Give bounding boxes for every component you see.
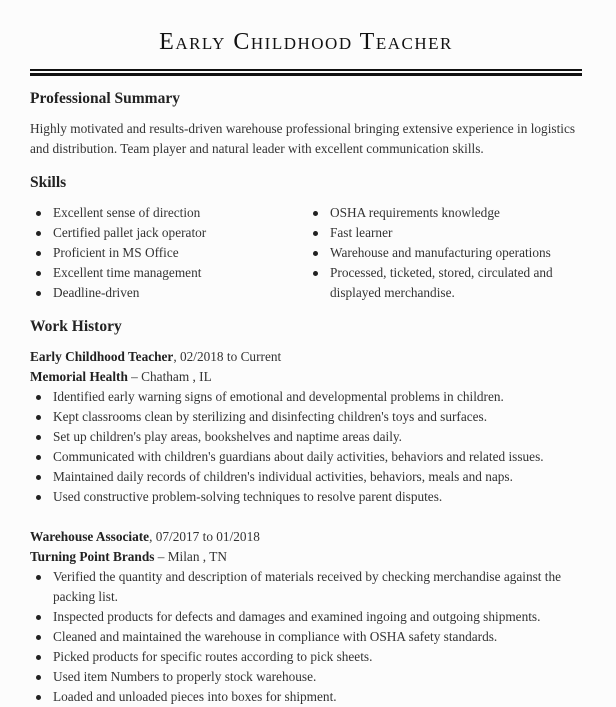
bullet-icon (36, 211, 41, 216)
skill-item: Warehouse and manufacturing operations (307, 243, 582, 263)
bullet-icon (36, 655, 41, 660)
job-dates: , 02/2018 to Current (173, 349, 282, 364)
bullet-icon (36, 271, 41, 276)
job-bullet: Used constructive problem-solving techniques to resolve parent disputes. (30, 487, 582, 507)
job-bullet: Identified early warning signs of emotional and developmental problems in children. (30, 387, 582, 407)
job-company: Turning Point Brands (30, 549, 155, 564)
job-bullets (30, 387, 582, 507)
skills-list-right (307, 203, 582, 303)
summary-heading: Professional Summary (30, 90, 180, 107)
job-bullet: Maintained daily records of children's individual activities, behaviors, meals and naps. (30, 467, 582, 487)
bullet-icon (36, 415, 41, 420)
summary-text: Highly motivated and results-driven warehouse professional bringing extensive experience in logistics and distribution. Team player and natural leader with excellent communication skills. (30, 121, 576, 156)
bullet-icon (36, 435, 41, 440)
bullet-icon (36, 495, 41, 500)
bullet-icon (36, 615, 41, 620)
bullet-icon (313, 271, 318, 276)
bullet-icon (36, 695, 41, 700)
job-company: Memorial Health (30, 369, 128, 384)
bullet-icon (36, 475, 41, 480)
bullet-icon (313, 251, 318, 256)
bullet-icon (36, 291, 41, 296)
job-bullet: Loaded and unloaded pieces into boxes for shipment. (30, 687, 582, 707)
bullet-icon (36, 231, 41, 236)
job-company-line (30, 367, 212, 387)
skills-heading: Skills (30, 174, 67, 191)
resume-title: Early Childhood Teacher (159, 29, 453, 55)
bullet-icon (36, 575, 41, 580)
job-company-line (30, 547, 227, 567)
work-history-heading: Work History (30, 318, 122, 335)
title-rule-thin (30, 69, 582, 71)
job-title: Early Childhood Teacher (30, 349, 174, 364)
job-bullet: Used item Numbers to properly stock warehouse. (30, 667, 582, 687)
job-dates: , 07/2017 to 01/2018 (149, 529, 260, 544)
bullet-icon (36, 395, 41, 400)
bullet-icon (36, 251, 41, 256)
bullet-icon (36, 455, 41, 460)
job-bullet: Communicated with children's guardians about daily activities, behaviors and related issues. (30, 447, 582, 467)
bullet-icon (36, 635, 41, 640)
bullet-icon (313, 211, 318, 216)
job-title: Warehouse Associate (30, 529, 150, 544)
title-rule-thick (30, 73, 582, 76)
skill-item: Deadline-driven (30, 283, 305, 303)
bullet-icon (313, 231, 318, 236)
skill-item: Certified pallet jack operator (30, 223, 305, 243)
job-bullets (30, 567, 582, 707)
skill-item: Proficient in MS Office (30, 243, 305, 263)
job-bullet: Verified the quantity and description of materials received by checking merchandise against the packing list. (30, 567, 582, 607)
job-title-line (30, 527, 260, 547)
skill-item: Fast learner (307, 223, 582, 243)
job-bullet: Inspected products for defects and damages and examined ingoing and outgoing shipments. (30, 607, 582, 627)
skill-item: Processed, ticketed, stored, circulated and displayed merchandise. (307, 263, 582, 303)
skills-list-left (30, 203, 305, 303)
job-location: – Milan , TN (154, 549, 227, 564)
job-bullet: Cleaned and maintained the warehouse in compliance with OSHA safety standards. (30, 627, 582, 647)
job-bullet: Kept classrooms clean by sterilizing and disinfecting children's toys and surfaces. (30, 407, 582, 427)
job-title-line (30, 347, 281, 367)
bullet-icon (36, 675, 41, 680)
job-location: – Chatham , IL (127, 369, 212, 384)
skill-item: OSHA requirements knowledge (307, 203, 582, 223)
skill-item: Excellent sense of direction (30, 203, 305, 223)
skill-item: Excellent time management (30, 263, 305, 283)
job-bullet: Set up children's play areas, bookshelves and naptime areas daily. (30, 427, 582, 447)
job-bullet: Picked products for specific routes according to pick sheets. (30, 647, 582, 667)
